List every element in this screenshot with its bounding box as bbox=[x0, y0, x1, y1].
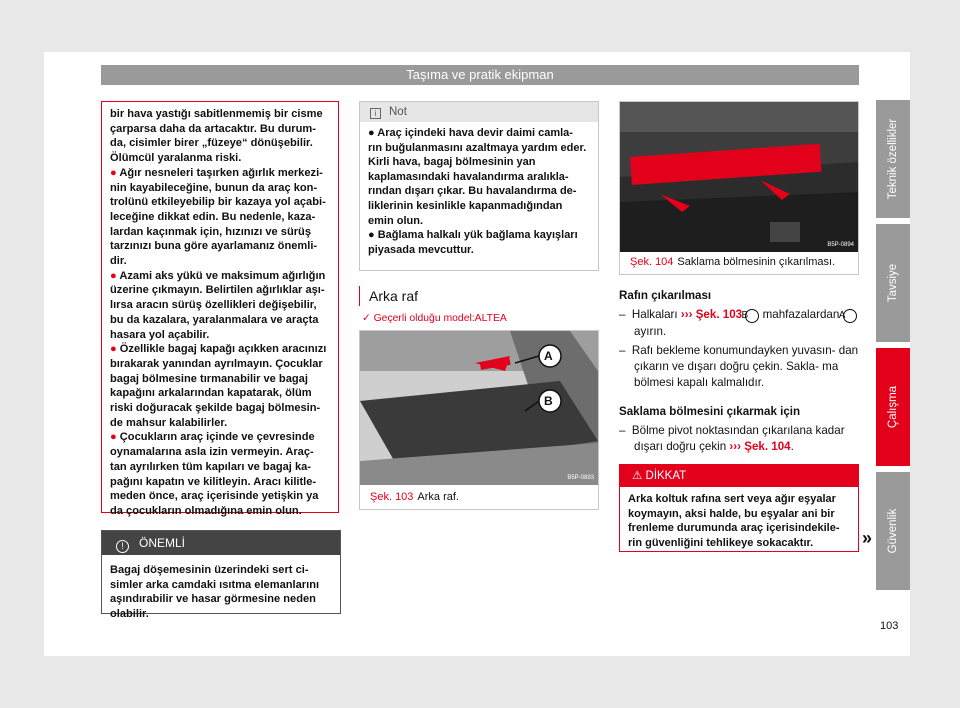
removal-title: Rafın çıkarılması bbox=[619, 289, 712, 302]
figure-104-image bbox=[620, 102, 858, 252]
figure-104 bbox=[619, 101, 859, 275]
figure-caption: Şek. 104 Saklama bölmesinin çıkarılması. bbox=[630, 256, 836, 268]
storage-title: Saklama bölmesini çıkarmak için bbox=[619, 404, 801, 418]
tab-teknik-ozellikler[interactable]: Teknik özellikler bbox=[876, 100, 910, 218]
note-box bbox=[359, 101, 599, 271]
tab-tavsiye[interactable]: Tavsiye bbox=[876, 224, 910, 342]
validity-note: ✓ Geçerli olduğu model:ALTEA bbox=[362, 313, 507, 324]
note-icon: i bbox=[370, 108, 381, 119]
removal-section bbox=[619, 288, 864, 456]
warning-bullet: ● Çocukların araç içinde ve çevresinde oynamalarına asla izin vermeyin. Araç- tan ayrılırken tüm kapıları ve bagaj ka- pağını kapatın ve kilitleyin. Aracı kilitle- meden önce, araç içerisinde yetişkin ya da çocukların olmadığına emin olun. bbox=[110, 431, 319, 517]
note-bullet: ● Bağlama halkalı yük bağlama kayışları piyasada mevcuttur. bbox=[368, 229, 578, 256]
note-bullet: ● Araç içindeki hava devir daimi camla- rın buğulanmasını azaltmaya yardım eder. Kirli hava, bagaj bölmesinin yan kaplamasındaki havalandırma aralıkla- rından dışarı çıkar. Bu havalandırma de- liklerinin kesinlikle kapanmadığından emin olun. bbox=[368, 127, 587, 227]
caution-header: ⚠ DİKKAT bbox=[620, 465, 858, 487]
page-header: Taşıma ve pratik ekipman bbox=[101, 65, 859, 85]
warning-triangle-icon: ⚠ bbox=[632, 470, 646, 482]
figure-caption: Şek. 103 Arka raf. bbox=[370, 491, 459, 503]
label-b: B bbox=[544, 394, 553, 408]
warning-box bbox=[101, 101, 339, 517]
callout-b: B bbox=[745, 309, 759, 323]
figure-code: B5P-0893 bbox=[567, 475, 594, 481]
callout-a: A bbox=[843, 309, 857, 323]
tab-calisma[interactable]: Çalışma bbox=[876, 348, 910, 466]
important-header: ! ÖNEMLİ bbox=[102, 531, 340, 555]
bullet-icon: ● bbox=[110, 166, 120, 179]
page-number: 103 bbox=[880, 620, 899, 632]
label-a: A bbox=[544, 349, 553, 363]
caution-text: Arka koltuk rafına sert veya ağır eşyalar koymayın, aksi halde, bu eşyalar ani bir frenleme durumunda araç içerisindekile- rin güvenliğini tehlikeye sokacaktır. bbox=[628, 493, 840, 549]
bullet-icon: ● bbox=[110, 343, 120, 356]
note-header: i Not bbox=[360, 102, 598, 122]
warning-bullet: ● Özellikle bagaj kapağı açıkken aracınızı bırakarak yanından ayrılmayın. Çocuklar bagaj bölmesine tırmanabilir ve bagaj kapağını arkalarından kapatarak, ölüm riski doğuracak şekilde bagaj bölmesin- de mahsur kalabilirler. bbox=[110, 343, 327, 429]
figure-103-image bbox=[360, 331, 598, 485]
warning-bullet: ● Ağır nesneleri taşırken ağırlık merkezi- nin kayabileceğine, bunun da araç kon- trolünü etkileyebilip bir kazaya yol açabi- leceğine dikkat edin. Bu nedenle, kaza- lardan kaçınmak için, hızınızı ve sürüş tarzınızı buna göre ayarlamanız önemli- dir. bbox=[110, 166, 326, 268]
storage-step: – Bölme pivot noktasından çıkarılana kadar dışarı doğru çekin ››› Şek. 104. bbox=[619, 424, 845, 454]
removal-step: – Rafı bekleme konumundayken yuvasın- dan çıkarın ve dışarı doğru çekin. Sakla- ma bölmesi kapalı kalmalıdır. bbox=[619, 343, 859, 390]
caution-box bbox=[619, 464, 859, 552]
warning-intro: bir hava yastığı sabitlenmemiş bir cisme çarparsa daha da artacaktır. Bu durum- da, cisimler birer „füzeye“ dönüşebilir. Ölümcül yaralanma riski. bbox=[110, 108, 323, 165]
important-text: Bagaj döşemesinin üzerindeki sert ci- simler arka camdaki ısıtma elemanlarını aşındırabilir ve hasar görmesine neden olabilir. bbox=[110, 564, 320, 621]
info-icon: ! bbox=[116, 540, 129, 553]
removal-step: – Halkaları ››› Şek. 103 B mahfazalardan A ayırın. bbox=[619, 307, 864, 340]
continue-mark: » bbox=[862, 528, 873, 548]
tab-guvenlik[interactable]: Güvenlik bbox=[876, 472, 910, 590]
figure-103 bbox=[359, 330, 599, 510]
figure-code: B5P-0894 bbox=[827, 242, 854, 248]
important-box bbox=[101, 530, 341, 621]
bullet-icon: ● bbox=[110, 269, 120, 282]
warning-bullet: ● Azami aks yükü ve maksimum ağırlığın üzerine çıkmayın. Belirtilen ağırlıklar aşı- lırsa aracın sürüş özellikleri değişebilir, bu da kazalara, yaralanmalara ve araçta hasara yol açabilir. bbox=[110, 269, 326, 341]
bullet-icon: ● bbox=[110, 431, 120, 444]
section-title: Arka raf bbox=[359, 286, 418, 306]
